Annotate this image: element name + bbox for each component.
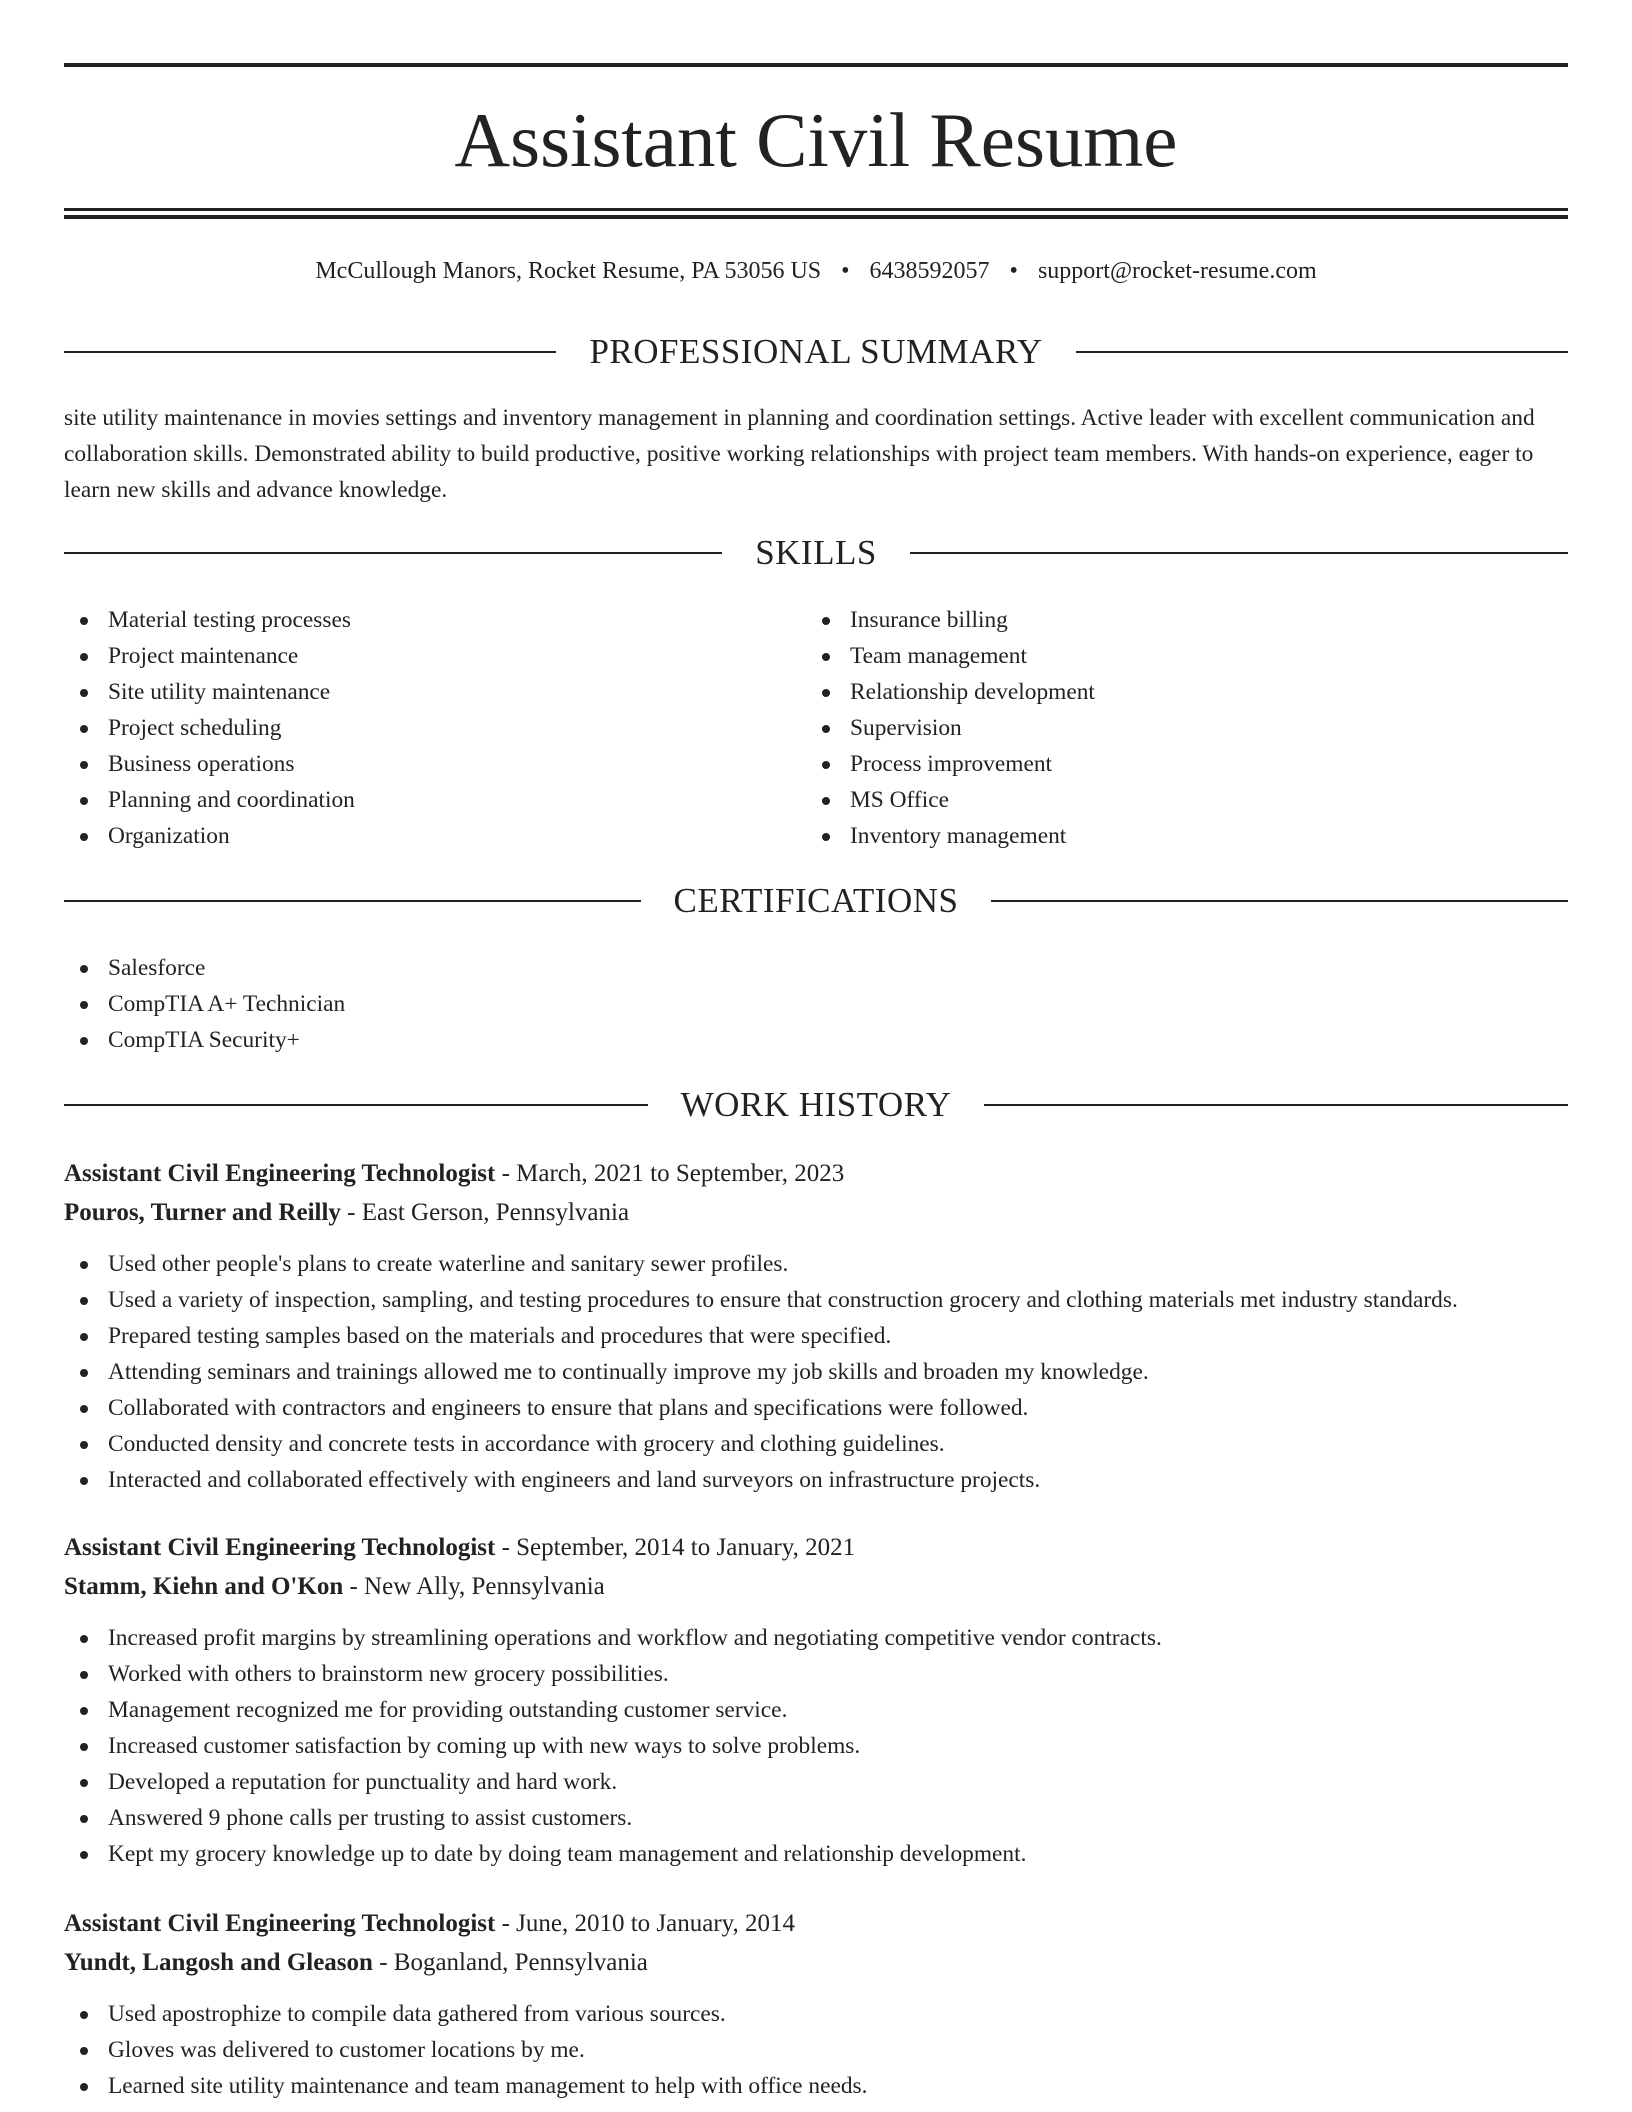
section-rule: [910, 552, 1568, 554]
section-header-certifications: [64, 879, 1568, 923]
job-duty: Answered 9 phone calls per trusting to assist customers.: [64, 1800, 1568, 1836]
skill-item: Project scheduling: [64, 710, 804, 746]
section-title-certifications: CERTIFICATIONS: [673, 881, 959, 920]
certification-item: CompTIA A+ Technician: [64, 986, 1568, 1022]
job-duties-list: [64, 1620, 1568, 1872]
job-location: - New Ally, Pennsylvania: [343, 1573, 605, 1600]
job-title-line: [64, 1904, 1568, 1943]
job-duties-list: [64, 1246, 1568, 1498]
job-entry: [64, 1528, 1568, 1872]
skill-item: Organization: [64, 818, 804, 854]
job-location: - East Gerson, Pennsylvania: [340, 1199, 630, 1226]
job-duty: Used a variety of inspection, sampling, and testing procedures to ensure that construction grocery and clothing materials met industry standards.: [64, 1282, 1568, 1318]
job-duty: Attending seminars and trainings allowed me to continually improve my job skills and broaden my knowledge.: [64, 1354, 1568, 1390]
resume-title: Assistant Civil Resume: [454, 97, 1178, 183]
section-title-skills: SKILLS: [755, 533, 877, 572]
job-dates: - September, 2014 to January, 2021: [495, 1534, 856, 1561]
job-location: - Boganland, Pennsylvania: [372, 1949, 648, 1976]
job-duties-list: [64, 1996, 1568, 2104]
job-duty: Increased profit margins by streamlining operations and workflow and negotiating competitive vendor contracts.: [64, 1620, 1568, 1656]
skill-item: Inventory management: [806, 818, 1546, 854]
skill-item: MS Office: [806, 782, 1546, 818]
skill-item: Project maintenance: [64, 638, 804, 674]
job-duty: Conducted density and concrete tests in accordance with grocery and clothing guidelines.: [64, 1426, 1568, 1462]
title-underline-bottom: [64, 215, 1568, 219]
section-title-summary: PROFESSIONAL SUMMARY: [589, 332, 1043, 371]
section-rule: [64, 351, 556, 353]
job-title-line: [64, 1154, 1568, 1193]
section-rule: [64, 900, 641, 902]
job-duty: Gloves was delivered to customer locations by me.: [64, 2032, 1568, 2068]
section-rule: [991, 900, 1568, 902]
section-rule: [64, 1104, 648, 1106]
certifications-list: [64, 950, 1568, 1058]
job-entry: [64, 1154, 1568, 1498]
section-rule: [64, 552, 722, 554]
section-title-work-history: WORK HISTORY: [680, 1085, 952, 1124]
job-title-line: [64, 1528, 1568, 1567]
top-rule: [64, 63, 1568, 67]
job-duty: Used other people's plans to create waterline and sanitary sewer profiles.: [64, 1246, 1568, 1282]
job-title: Assistant Civil Engineering Technologist: [64, 1910, 496, 1937]
job-company-line: [64, 1193, 1568, 1232]
certification-item: Salesforce: [64, 950, 1568, 986]
skills-list-right: [806, 602, 1546, 854]
job-duty: Used apostrophize to compile data gathered from various sources.: [64, 1996, 1568, 2032]
job-duty: Kept my grocery knowledge up to date by doing team management and relationship development.: [64, 1836, 1568, 1872]
job-duty: Increased customer satisfaction by coming up with new ways to solve problems.: [64, 1728, 1568, 1764]
skill-item: Site utility maintenance: [64, 674, 804, 710]
contact-email[interactable]: support@rocket-resume.com: [1037, 258, 1317, 284]
section-rule: [1076, 351, 1568, 353]
section-rule: [984, 1104, 1568, 1106]
section-header-work-history: [64, 1083, 1568, 1127]
certification-item: CompTIA Security+: [64, 1022, 1568, 1058]
skill-item: Relationship development: [806, 674, 1546, 710]
job-duty: Interacted and collaborated effectively with engineers and land surveyors on infrastructure projects.: [64, 1462, 1568, 1498]
job-company-line: [64, 1567, 1568, 1606]
job-duty: Prepared testing samples based on the materials and procedures that were specified.: [64, 1318, 1568, 1354]
skill-item: Business operations: [64, 746, 804, 782]
contact-address: McCullough Manors, Rocket Resume, PA 53056 US: [315, 258, 822, 284]
job-title: Assistant Civil Engineering Technologist: [64, 1160, 496, 1187]
skill-item: Planning and coordination: [64, 782, 804, 818]
job-dates: - March, 2021 to September, 2023: [495, 1160, 845, 1187]
contact-phone: 6438592057: [869, 258, 990, 284]
contact-line: [64, 255, 1568, 287]
contact-separator: •: [841, 258, 850, 284]
job-company: Pouros, Turner and Reilly: [64, 1199, 341, 1226]
skills-list-left: [64, 602, 804, 854]
job-duty: Management recognized me for providing outstanding customer service.: [64, 1692, 1568, 1728]
job-company: Yundt, Langosh and Gleason: [64, 1949, 373, 1976]
title-underline-top: [64, 208, 1568, 211]
job-duty: Learned site utility maintenance and team management to help with office needs.: [64, 2068, 1568, 2104]
contact-separator: •: [1009, 258, 1018, 284]
section-header-summary: [64, 330, 1568, 374]
summary-text: site utility maintenance in movies settings and inventory management in planning and coordination settings. Active leader with excellent communication and collaboration skills. Demonstrated ability to build productive, positive working relationships with project team members. With hands-on experience, eager to learn new skills and advance knowledge.: [64, 405, 1535, 503]
job-company-line: [64, 1943, 1568, 1982]
job-duty: Worked with others to brainstorm new grocery possibilities.: [64, 1656, 1568, 1692]
job-entry: [64, 1904, 1568, 2104]
job-duty: Developed a reputation for punctuality and hard work.: [64, 1764, 1568, 1800]
job-company: Stamm, Kiehn and O'Kon: [64, 1573, 344, 1600]
skill-item: Supervision: [806, 710, 1546, 746]
job-duty: Collaborated with contractors and engineers to ensure that plans and specifications were followed.: [64, 1390, 1568, 1426]
job-dates: - June, 2010 to January, 2014: [495, 1910, 796, 1937]
skill-item: Team management: [806, 638, 1546, 674]
skill-item: Insurance billing: [806, 602, 1546, 638]
job-title: Assistant Civil Engineering Technologist: [64, 1534, 496, 1561]
skill-item: Material testing processes: [64, 602, 804, 638]
skill-item: Process improvement: [806, 746, 1546, 782]
section-header-skills: [64, 531, 1568, 575]
